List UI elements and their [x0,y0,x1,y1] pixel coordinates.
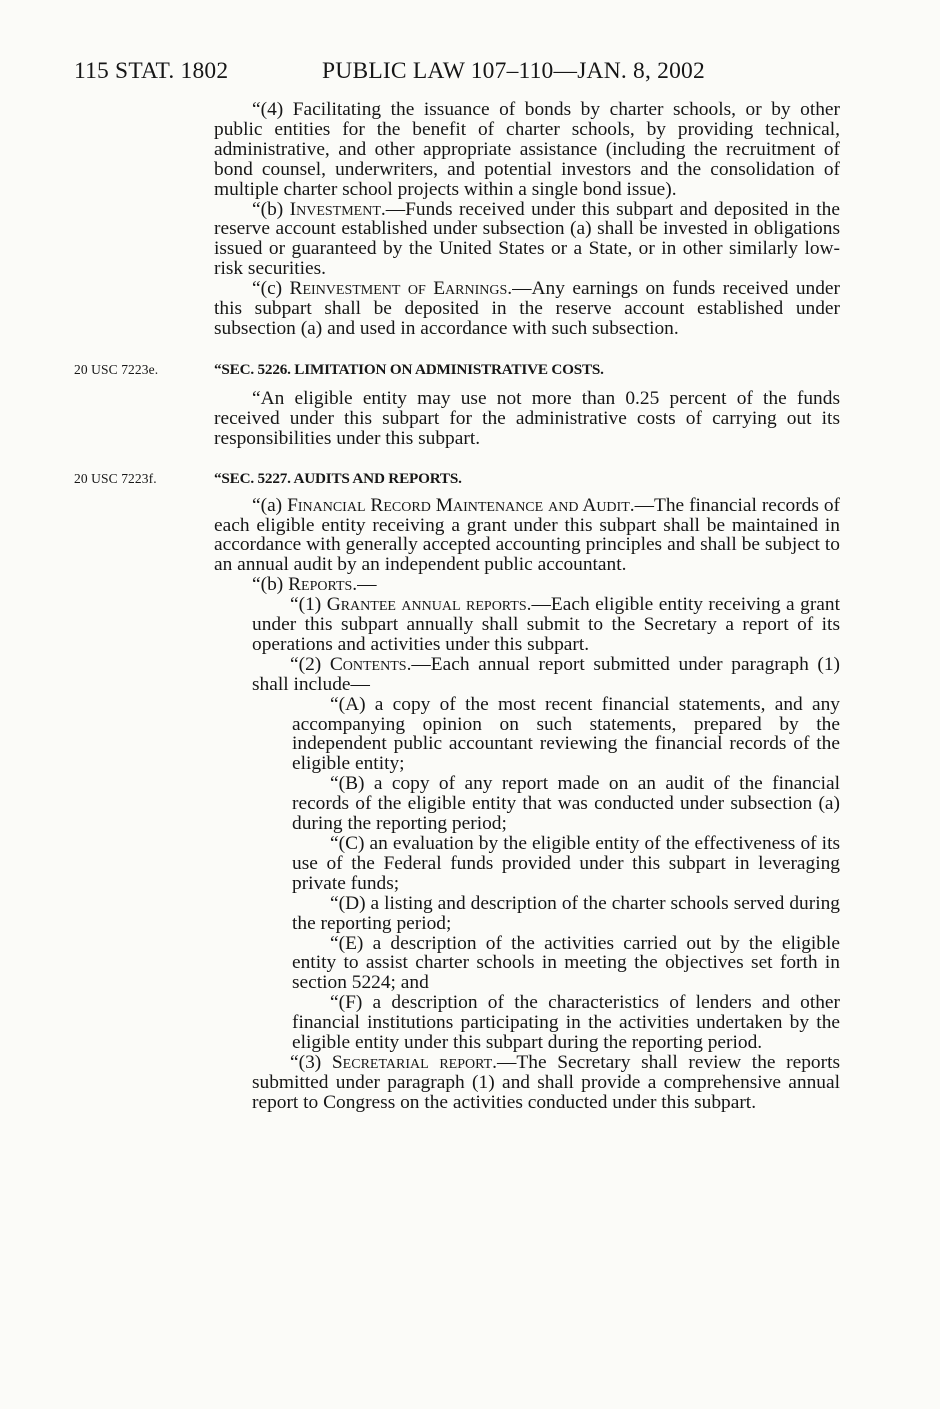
running-header [0,58,940,88]
contents-heading: Contents [329,653,407,675]
paragraph-4-facilitating-bonds: “(4) Facilitating the issuance of bonds by charter schools, or by other public entities for the benefit of charter schools, by providing technical, administrative, and other appropriate assistance (including the recruitment of bond counsel, underwriters, and potential investors and the consolidation of multiple charter school projects within a single bond issue). [214,99,840,200]
reinvestment-heading: Reinvestment of Earnings [289,278,508,300]
document-body [74,99,840,1113]
margin-note-usc-7223e: 20 USC 7223e. [74,361,159,377]
investment-heading: Investment [289,198,381,220]
subsection-b-reports: “(b) Reports.— [252,574,377,596]
financial-records-heading: Financial Record Maintenance and Audit [287,494,630,516]
list-item: “(E) a description of the activities carried out by the eligible entity to assist charter schools in meeting the objectives set forth in section 5224; and [292,932,840,994]
subsection-a-financial-records: “(a) Financial Record Maintenance and Audit.—The financial records of each eligible entity receiving a grant under this subpart shall be maintained in accordance with generally accepted accounting principles and shall be subject to an annual audit by an independent public accountant. [214,494,840,576]
subsection-c-reinvestment: “(c) Reinvestment of Earnings.—Any earnings on funds received under this subpart shall be deposited in the reserve account established under subsection (a) and used in accordance with such subsection. [214,278,840,339]
section-5226-heading: “SEC. 5226. LIMITATION ON ADMINISTRATIVE COSTS. [214,360,604,378]
section-5226 [74,360,840,449]
reports-heading: Reports [288,574,353,596]
secretarial-report-heading: Secretarial report [331,1051,493,1073]
paragraph-3-secretarial-report: “(3) Secretarial report.—The Secretary shall review the reports submitted under paragraph (1) and shall provide a comprehensive annual report to Congress on the activities conducted under this subpart. [252,1051,840,1113]
section-5227 [74,469,840,1113]
subsection-b-investment: “(b) Investment.—Funds received under this subpart and deposited in the reserve account established under subsection (a) shall be invested in obligations issued or guaranteed by the United States or a State, or in other similarly low-risk securities. [214,198,840,280]
list-item: “(A) a copy of the most recent financial statements, and any accompanying opinion on such statements, prepared by the independent public accountant reviewing the financial records of the eligible entity; [292,693,840,775]
public-law-title: PUBLIC LAW 107–110—JAN. 8, 2002 [322,58,705,84]
paragraph-2-contents: “(2) Contents.—Each annual report submitted under paragraph (1) shall include— [252,653,840,695]
margin-note-usc-7223f: 20 USC 7223f. [74,470,157,486]
section-5226-text: “An eligible entity may use not more than 0.25 percent of the funds received under this subpart for the administrative costs of carrying out its responsibilities under this subpart. [214,387,840,449]
stat-page-number: 115 STAT. 1802 [74,58,229,84]
paragraph-1-grantee-annual-reports: “(1) Grantee annual reports.—Each eligible entity receiving a grant under this subpart annually shall submit to the Secretary a report of its operations and activities under this subpart. [252,594,840,655]
grantee-annual-reports-heading: Grantee annual reports [326,594,527,616]
list-item: “(C) an evaluation by the eligible entity of the effectiveness of its use of the Federal funds provided under this subpart in leveraging private funds; [292,833,840,894]
section-5227-heading: “SEC. 5227. AUDITS AND REPORTS. [214,469,462,487]
list-item: “(D) a listing and description of the charter schools served during the reporting period; [292,892,840,934]
list-item: “(B) a copy of any report made on an audit of the financial records of the eligible entity that was conducted under subsection (a) during the reporting period; [292,773,840,835]
list-item: “(F) a description of the characteristics of lenders and other financial institutions participating in the activities undertaken by the eligible entity under this subpart during the reporting period. [292,992,840,1054]
